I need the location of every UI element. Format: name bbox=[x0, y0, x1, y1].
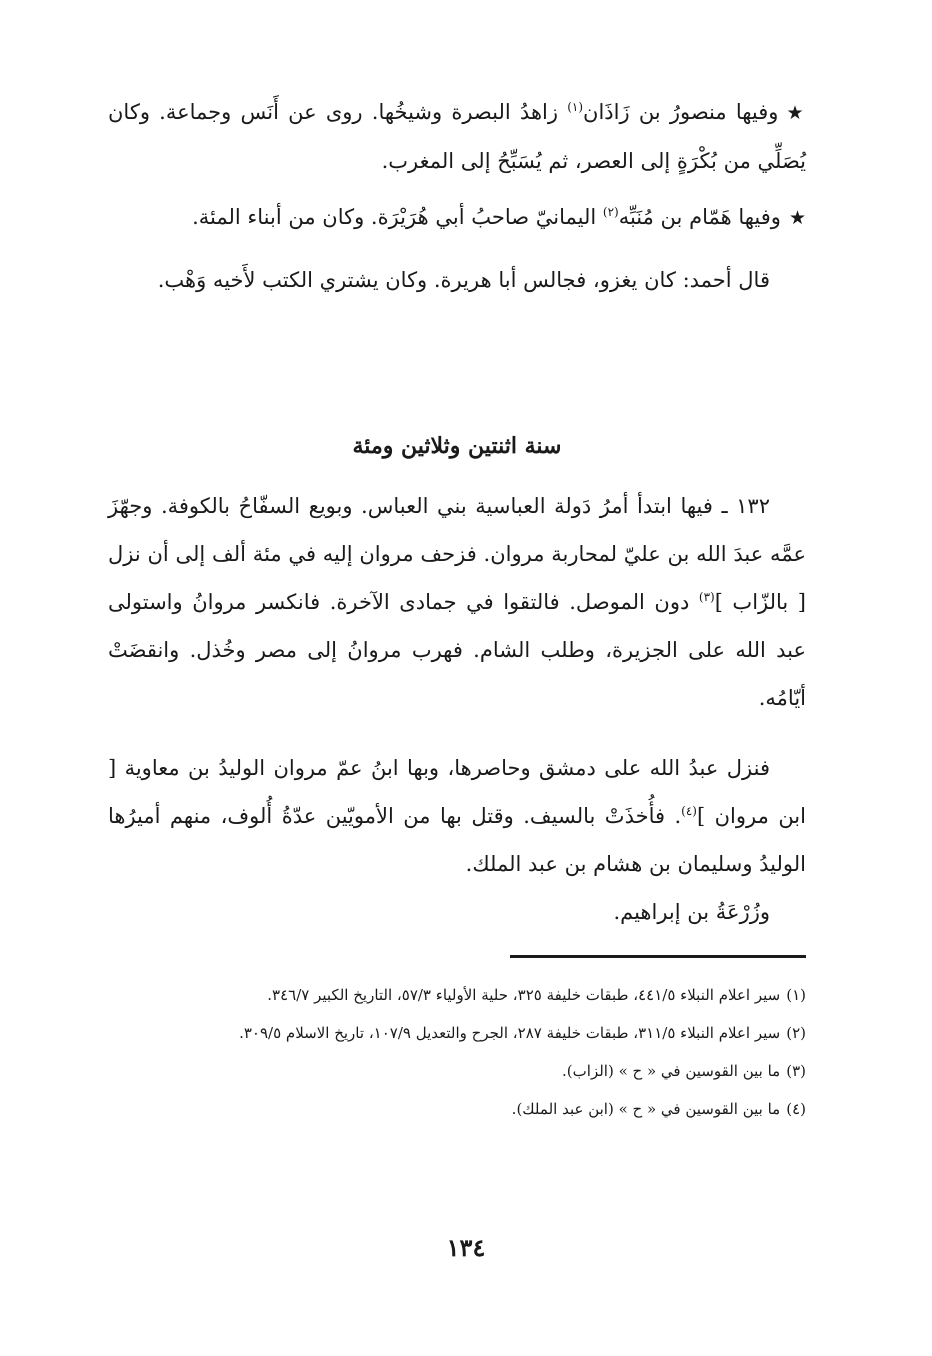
footnote-4 bbox=[108, 1090, 806, 1128]
event-paragraph-2 bbox=[108, 744, 806, 888]
footnote-3 bbox=[108, 1052, 806, 1090]
footnote-text: ما بين القوسين في « ح » (ابن عبد الملك). bbox=[511, 1100, 781, 1118]
ahmad-quote-paragraph: قال أحمد: كان يغزو، فجالس أبا هريرة. وكان يشتري الكتب لأَخيه وَهْب. bbox=[157, 268, 770, 292]
footnote-text: ما بين القوسين في « ح » (الزاب). bbox=[562, 1062, 781, 1080]
entry-mansur-ibn-zadhan bbox=[108, 88, 806, 185]
footnote-number: (٢) bbox=[786, 1024, 806, 1042]
footnote-separator bbox=[510, 955, 806, 958]
event-text-end: . فأُخذَتْ بالسيف. وقتل بها من الأمويّين عدّةُ أُلوف، منهم أميرُها الوليدُ وسليمان بن هشام بن عبد الملك. bbox=[108, 804, 806, 876]
footnote-ref-3: (٣) bbox=[698, 590, 715, 604]
footnote-number: (١) bbox=[786, 986, 806, 1004]
biography-entries bbox=[108, 88, 806, 304]
year-events bbox=[108, 482, 806, 936]
section-heading: سنة اثنتين وثلاثين ومئة bbox=[352, 433, 562, 459]
event-paragraph-1 bbox=[108, 482, 806, 722]
entry-text-end: زاهدُ البصرة وشيخُها. روى عن أَنَس وجماعة. وكان يُصَلِّي من بُكْرَةٍ إلى العصر، ثم يُسَبِّحُ إلى المغرب. bbox=[108, 100, 806, 173]
footnotes bbox=[108, 976, 806, 1128]
entry-text-start: وفيها هَمّام بن مُنَبِّه bbox=[618, 205, 781, 229]
star-bullet-icon: ★ bbox=[788, 207, 806, 229]
star-bullet-icon: ★ bbox=[786, 102, 806, 124]
footnote-number: (٤) bbox=[786, 1100, 806, 1118]
entry-text-end: اليمانيّ صاحبُ أبي هُرَيْرَة. وكان من أبناء المئة. bbox=[192, 205, 603, 229]
event-paragraph-3: وزُرْعَةُ بن إبراهيم. bbox=[613, 900, 770, 924]
footnote-ref-4: (٤) bbox=[681, 804, 697, 818]
footnote-1 bbox=[108, 976, 806, 1014]
entry-text-start: وفيها منصورُ بن زَاذَان bbox=[583, 100, 779, 124]
footnote-ref-2: (٢) bbox=[602, 205, 619, 219]
footnote-number: (٣) bbox=[786, 1062, 806, 1080]
event-text-end: دون الموصل. فالتقوا في جمادى الآخرة. فانكسر مروانُ واستولى عبد الله على الجزيرة، وطلب الشام. فهرب مروانُ إلى مصر وخُذل. وانقضَتْ أيّامُه. bbox=[108, 590, 806, 710]
footnote-text: سير اعلام النبلاء ٣١١/٥، طبقات خليفة ٢٨٧، الجرح والتعديل ١٠٧/٩، تاريخ الاسلام ٣٠٩/٥. bbox=[239, 1024, 781, 1042]
event-text-start: ١٣٢ ـ فيها ابتدأ أمرُ دَولة العباسية بني العباس. وبويع السفّاحُ بالكوفة. وجهّزَ عمَّه عبدَ الله بن عليّ لمحاربة مروان. فزحف مروان إليه في مئة ألف إلى أن نزل [ بالزّاب ] bbox=[108, 494, 806, 614]
event-text-start: فنزل عبدُ الله على دمشق وحاصرها، وبها ابنُ عمّ مروان الوليدُ بن معاوية [ ابن مروان ] bbox=[108, 756, 806, 828]
footnote-ref-1: (١) bbox=[567, 100, 584, 114]
footnote-2 bbox=[108, 1014, 806, 1052]
page-number: ١٣٤ bbox=[446, 1233, 486, 1262]
footnote-text: سير اعلام النبلاء ٤٤١/٥، طبقات خليفة ٣٢٥، حلية الأولياء ٥٧/٣، التاريخ الكبير ٣٤٦/٧. bbox=[267, 986, 781, 1004]
entry-hammam-ibn-munabbih bbox=[108, 193, 806, 242]
